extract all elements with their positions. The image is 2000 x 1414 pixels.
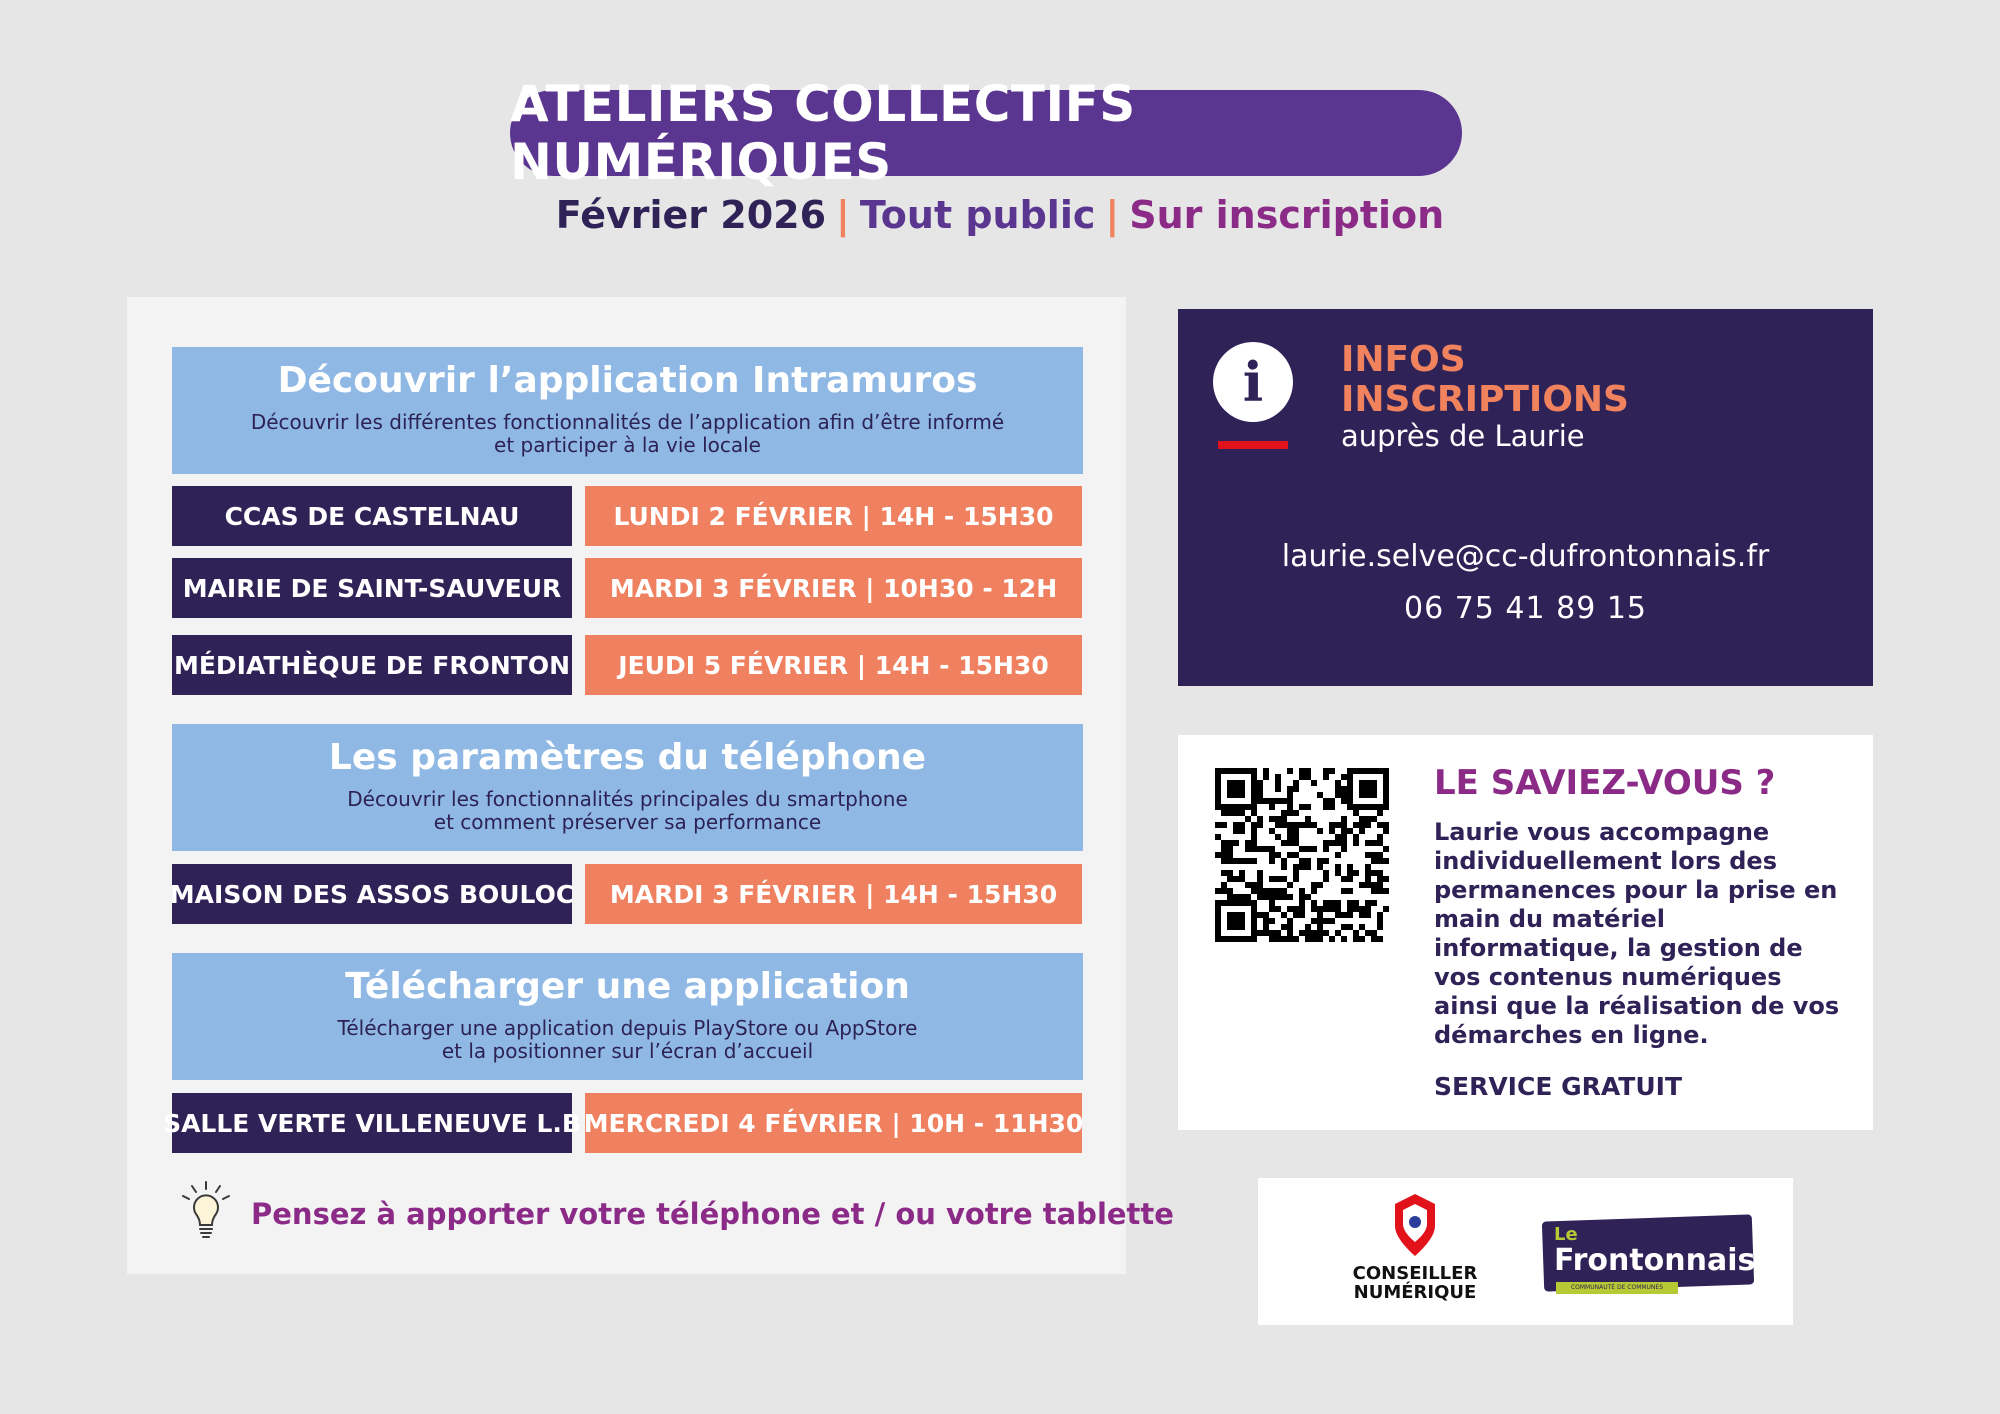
session-date: MERCREDI 4 FÉVRIER | 10H - 11H30 bbox=[585, 1093, 1082, 1153]
conseiller-numerique-logo bbox=[1340, 1192, 1490, 1317]
subtitle-audience: Tout public bbox=[859, 193, 1096, 237]
frontonnais-logo-band: COMMUNAUTÉ DE COMMUNES bbox=[1556, 1282, 1678, 1294]
session-date: LUNDI 2 FÉVRIER | 14H - 15H30 bbox=[585, 486, 1082, 546]
qr-code[interactable] bbox=[1215, 768, 1390, 943]
infos-title bbox=[1341, 340, 1629, 420]
workshop-header-phone-settings bbox=[172, 724, 1083, 851]
did-you-know-title: LE SAVIEZ-VOUS ? bbox=[1434, 763, 1776, 803]
reminder-text: Pensez à apporter votre téléphone et / ou votre tablette bbox=[251, 1197, 1174, 1231]
info-underline bbox=[1218, 441, 1288, 449]
infos-title-line1: INFOS bbox=[1341, 339, 1466, 380]
session-date: MARDI 3 FÉVRIER | 14H - 15H30 bbox=[585, 864, 1082, 924]
did-you-know-body: Laurie vous accompagne individuellement lors des permanences pour la prise en main du matériel informatique, la gestion de vos contenus numériques ainsi que la réalisation de vos démarches en ligne. bbox=[1434, 818, 1840, 1049]
session-date: MARDI 3 FÉVRIER | 10H30 - 12H bbox=[585, 558, 1082, 618]
conseiller-text-line2: NUMÉRIQUE bbox=[1353, 1282, 1477, 1303]
session-date: JEUDI 5 FÉVRIER | 14H - 15H30 bbox=[585, 635, 1082, 695]
contact-email[interactable]: laurie.selve@cc-dufrontonnais.fr bbox=[1281, 539, 1770, 574]
workshop-title: Télécharger une application bbox=[345, 966, 910, 1007]
frontonnais-logo-le: Le bbox=[1554, 1224, 1578, 1245]
infos-subtitle: auprès de Laurie bbox=[1341, 419, 1585, 453]
workshop-desc-line2: et comment préserver sa performance bbox=[433, 810, 822, 834]
workshop-desc-line2: et participer à la vie locale bbox=[494, 433, 761, 457]
page-title: ATELIERS COLLECTIFS NUMÉRIQUES bbox=[510, 90, 1462, 176]
session-location: MAIRIE DE SAINT-SAUVEUR bbox=[172, 558, 572, 618]
free-service-label: SERVICE GRATUIT bbox=[1434, 1072, 1682, 1101]
workshop-title: Découvrir l’application Intramuros bbox=[277, 360, 978, 401]
frontonnais-logo-name: Frontonnais bbox=[1554, 1243, 1756, 1278]
workshop-header-intramuros bbox=[172, 347, 1083, 474]
workshop-title: Les paramètres du téléphone bbox=[328, 737, 927, 778]
subtitle-registration: Sur inscription bbox=[1129, 193, 1445, 237]
location-pin-icon bbox=[1392, 1192, 1438, 1258]
subtitle bbox=[0, 190, 2000, 240]
workshop-desc-line2: et la positionner sur l’écran d’accueil bbox=[441, 1039, 814, 1063]
session-location: CCAS DE CASTELNAU bbox=[172, 486, 572, 546]
subtitle-date: Février 2026 bbox=[555, 193, 827, 237]
subtitle-separator: | bbox=[1105, 193, 1120, 237]
conseiller-text-line1: CONSEILLER bbox=[1352, 1263, 1478, 1284]
workshop-desc-line1: Découvrir les différentes fonctionnalités de l’application afin d’être informé bbox=[250, 410, 1005, 434]
session-location: SALLE VERTE VILLENEUVE L.B bbox=[172, 1093, 572, 1153]
session-location: MAISON DES ASSOS BOULOC bbox=[172, 864, 572, 924]
session-location: MÉDIATHÈQUE DE FRONTON bbox=[172, 635, 572, 695]
subtitle-separator: | bbox=[836, 193, 850, 237]
workshop-desc-line1: Télécharger une application depuis PlayStore ou AppStore bbox=[337, 1016, 918, 1040]
infos-title-line2: INSCRIPTIONS bbox=[1341, 379, 1629, 420]
workshop-desc-line1: Découvrir les fonctionnalités principales du smartphone bbox=[347, 787, 908, 811]
info-icon: i bbox=[1213, 342, 1293, 422]
lightbulb-icon bbox=[178, 1180, 234, 1246]
workshop-header-download-app bbox=[172, 953, 1083, 1080]
contact-phone[interactable]: 06 75 41 89 15 bbox=[1403, 591, 1647, 626]
